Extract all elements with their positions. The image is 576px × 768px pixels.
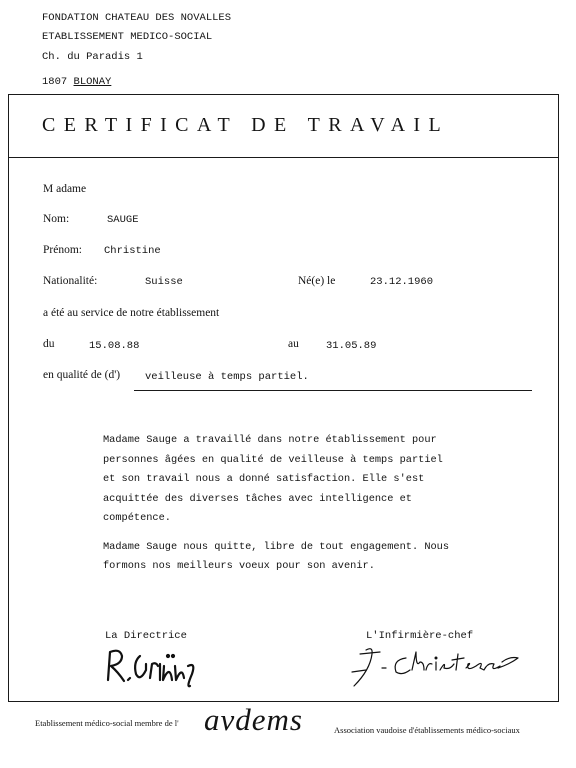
au-label: au (288, 338, 299, 350)
body-line: acquittée des diverses tâches avec intelligence et (103, 492, 412, 505)
salutation: M adame (43, 183, 87, 195)
ne-le-label: Né(e) le (298, 275, 336, 287)
infirmiere-title: L'Infirmière-chef (366, 630, 474, 642)
avdems-logo: avdems (204, 702, 303, 737)
body-line: formons nos meilleurs voeux pour son avenir. (103, 560, 375, 572)
au-value: 31.05.89 (326, 340, 377, 352)
du-label: du (43, 338, 55, 350)
body-paragraph-1 (103, 431, 449, 529)
document-title: CERTIFICAT DE TRAVAIL (42, 114, 450, 136)
certificate-body (103, 431, 449, 586)
certificate-frame (8, 157, 559, 702)
letterhead-line-2: ETABLISSEMENT MEDICO-SOCIAL (42, 31, 213, 43)
du-value: 15.08.88 (89, 340, 140, 352)
body-line: personnes âgées en qualité de veilleuse à temps partiel (103, 453, 443, 466)
body-line: et son travail nous a donné satisfaction. Elle s'est (103, 473, 425, 485)
letterhead-line-1: FONDATION CHATEAU DES NOVALLES (42, 12, 232, 24)
footer-membership-text: Etablissement médico-social membre de l' (35, 718, 179, 728)
body-line: compétence. (103, 512, 171, 524)
qualite-underline (134, 390, 532, 391)
infirmiere-signature (340, 640, 530, 690)
nationalite-label: Nationalité: (43, 275, 98, 287)
prenom-value: Christine (104, 245, 161, 257)
qualite-value: veilleuse à temps partiel. (145, 371, 309, 383)
ne-le-value: 23.12.1960 (370, 276, 434, 288)
qualite-label: en qualité de (d') (43, 369, 121, 381)
service-line: a été au service de notre établissement (43, 307, 220, 319)
directrice-signature (100, 644, 210, 690)
directrice-title: La Directrice (105, 630, 187, 642)
body-paragraph-2 (103, 538, 449, 577)
body-line: Madame Sauge a travaillé dans notre établissement pour (103, 434, 437, 446)
nom-value: SAUGE (107, 214, 139, 226)
body-line: Madame Sauge nous quitte, libre de tout engagement. Nous (103, 540, 450, 553)
letterhead-address (42, 77, 111, 88)
footer-association-text: Association vaudoise d'établissements médico-sociaux (334, 725, 520, 735)
city: BLONAY (73, 76, 112, 88)
nom-label: Nom: (43, 213, 70, 225)
postal-code: 1807 (42, 76, 68, 88)
nationalite-value: Suisse (145, 276, 183, 288)
prenom-label: Prénom: (43, 244, 82, 256)
letterhead-line-3: Ch. du Paradis 1 (42, 51, 143, 63)
